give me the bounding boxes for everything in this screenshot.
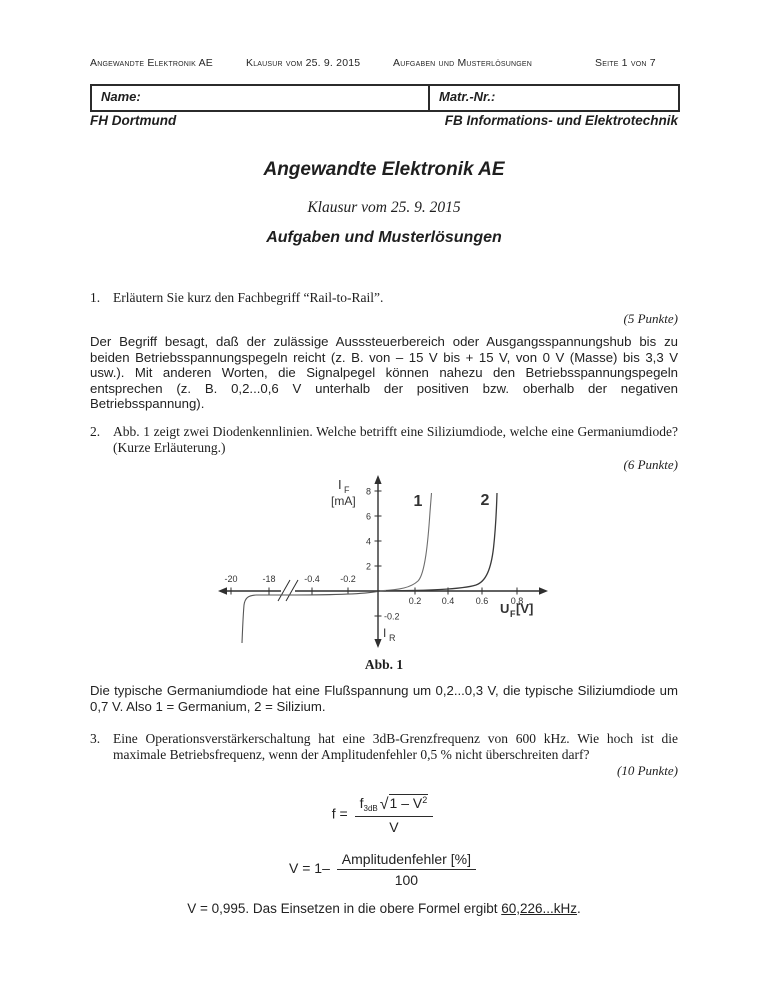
x-tick-label: 0.2: [408, 596, 422, 606]
header-doc-type: Aufgaben und Musterlösungen: [393, 57, 532, 69]
formula1-lhs: f: [331, 805, 336, 822]
x-tick-label: -18: [262, 574, 276, 584]
y-axis-unit: [mA]: [331, 494, 356, 508]
result-value: 60,226...kHz: [501, 901, 578, 916]
department-name: FB Informations- und Elektrotechnik: [444, 113, 678, 128]
question-3-number: 3.: [90, 731, 101, 746]
y-axis-label: I: [338, 477, 342, 492]
y-axis-bottom-arrow-icon: [374, 639, 381, 648]
y-axis-label-sub: F: [344, 485, 350, 495]
curve-1-label: 1: [413, 493, 423, 510]
institution-row: [90, 113, 678, 128]
reverse-current-label-sub: R: [389, 633, 396, 643]
y-tick-label: 8: [365, 486, 371, 497]
x-tick-label: 0.6: [475, 596, 489, 606]
exam-title: Angewandte Elektronik AE: [263, 159, 505, 180]
formula2-denominator: 100: [394, 872, 419, 888]
curve-2-label: 2: [480, 492, 490, 509]
y-tick-label: 2: [365, 561, 371, 572]
curve-1-germanium: [380, 493, 432, 591]
figure-caption: Abb. 1: [364, 657, 404, 672]
matr-field: [430, 86, 678, 110]
x-axis-left-arrow-icon: [218, 587, 227, 595]
question-2-text: Abb. 1 zeigt zwei Diodenkennlinien. Welche betrifft eine Siliziumdiode, welche eine Germaniumdiode? (Kurze Erläuterung.): [113, 424, 678, 455]
question-2: [90, 424, 678, 456]
question-3-text: Eine Operationsverstärkerschaltung hat eine 3dB-Grenzfrequenz von 600 kHz. Wie hoch ist die maximale Betriebsfrequenz, wenn der Amplitudenfehler 0,5 % nicht überschreiten darf?: [113, 731, 678, 762]
header-exam-date: Klausur vom 25. 9. 2015: [246, 57, 361, 69]
question-3: [90, 731, 678, 763]
formula-gain-error: [0, 851, 768, 888]
name-field-label: Name:: [101, 89, 141, 104]
exam-date-subtitle: Klausur vom 25. 9. 2015: [307, 199, 461, 216]
formula2-numerator: Amplitudenfehler [%]: [337, 851, 476, 870]
formula1-denominator: V: [389, 819, 399, 835]
x-axis-unit: [V]: [516, 601, 534, 616]
result-line: [0, 901, 768, 916]
question-1-number: 1.: [90, 290, 101, 305]
reverse-characteristic-curve: [242, 592, 377, 643]
x-axis-label-sub: F: [510, 609, 516, 619]
question-1: [90, 290, 678, 306]
name-matr-table: [90, 84, 680, 112]
sqrt-icon: √: [379, 796, 389, 813]
y-axis-top-arrow-icon: [374, 475, 381, 484]
header-page-number: Seite 1 von 7: [595, 57, 656, 69]
header-course: Angewandte Elektronik AE: [90, 57, 213, 69]
result-suffix: .: [577, 901, 581, 916]
y-tick-label: 4: [365, 536, 371, 547]
x-tick-label: 0.4: [441, 596, 455, 606]
formula1-equals: =: [339, 805, 348, 822]
question-2-points: (6 Punkte): [623, 457, 678, 472]
diode-curves-chart: [214, 472, 558, 658]
reverse-current-label: I: [383, 626, 387, 640]
formula2-fraction: [337, 851, 476, 888]
question-2-number: 2.: [90, 424, 101, 439]
exam-doc-subtitle: Aufgaben und Musterlösungen: [266, 229, 502, 246]
formula1-numerator: $f_{3dB}$ $√1 - V^2$: [355, 795, 434, 817]
y-tick-label-negative: -0.2: [384, 611, 400, 622]
x-tick-label: -20: [224, 574, 238, 584]
x-axis-right-arrow-icon: [539, 587, 548, 595]
x-tick-label: 0.8: [510, 596, 524, 606]
name-field: [92, 86, 430, 110]
x-tick-label: -0.4: [304, 574, 320, 584]
page-header: [90, 57, 678, 71]
answer-2: Die typische Germaniumdiode hat eine Flußspannung um 0,2...0,3 V, die typische Siliziumdiode um 0,7 V. Also 1 = Germanium, 2 = Silizium.: [90, 683, 678, 714]
formula1-fraction: [355, 795, 434, 835]
matr-field-label: Matr.-Nr.:: [439, 89, 496, 104]
answer-1: Der Begriff besagt, daß der zulässige Ausssteuerbereich oder Ausgangsspannungshub bis zu beiden Betriebsspannungspegeln reicht (z. B. von – 15 V bis + 15 V, von 0 V (Masse) bis 3,3 V usw.). Mit anderen Worten, die Signalpegel können nahezu den Betriebsspannungspegeln entsprechen (z. B. 0,2...0,6 V unterhalb der positiven bzw. oberhalb der negativen Betriebsspannung).: [90, 334, 678, 412]
x-tick-label: -0.2: [340, 574, 356, 584]
x-axis-label: U: [500, 601, 510, 616]
formula-max-frequency: [0, 795, 768, 835]
institution-name: FH Dortmund: [90, 113, 177, 128]
question-3-points: (10 Punkte): [616, 763, 678, 778]
question-1-text: Erläutern Sie kurz den Fachbegriff “Rail-to-Rail”.: [113, 290, 384, 305]
figure-diode-characteristics: [214, 472, 558, 658]
formula2-lhs: V = 1–: [289, 860, 330, 877]
question-1-points: (5 Punkte): [623, 311, 678, 326]
result-prefix: V = 0,995. Das Einsetzen in die obere Formel ergibt: [187, 901, 502, 916]
y-tick-label: 6: [365, 511, 371, 522]
